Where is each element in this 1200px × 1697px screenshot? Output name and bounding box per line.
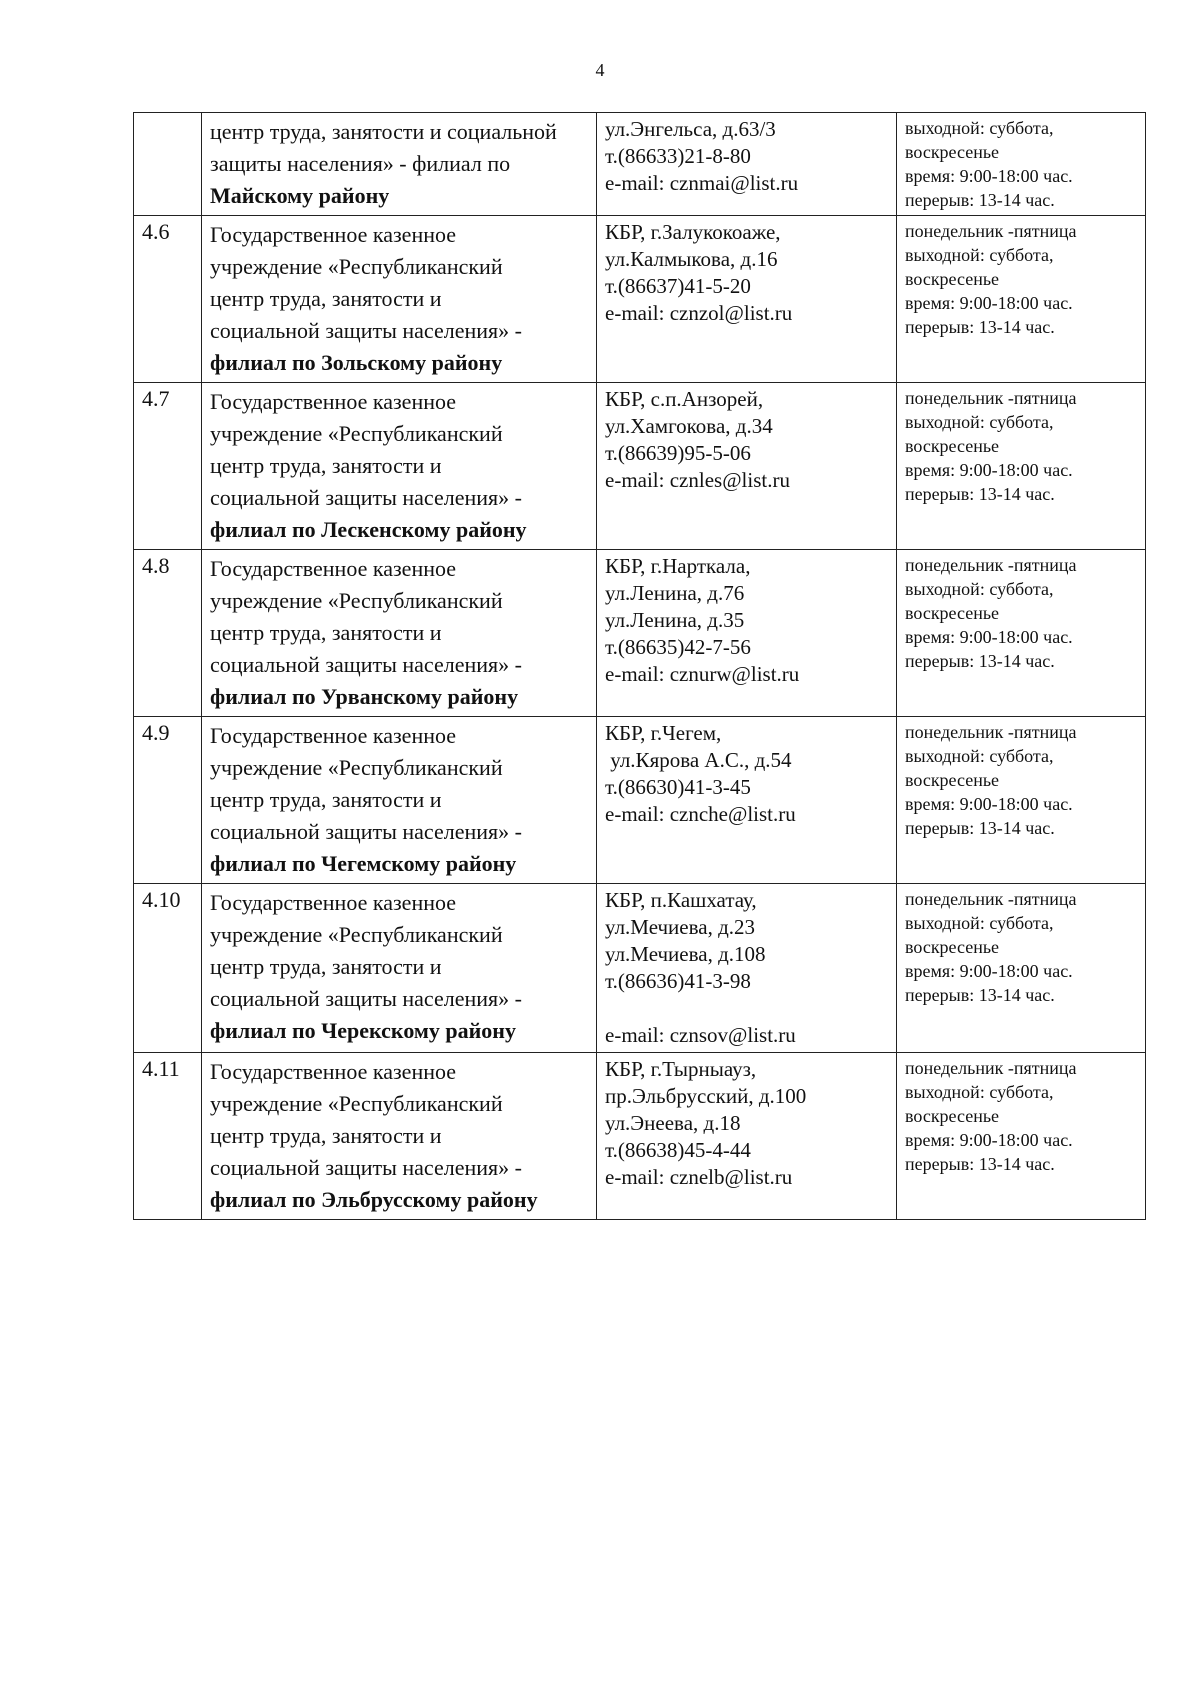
email-text: e-mail: cznurw@list.ru	[605, 662, 800, 686]
offices-table-body	[134, 113, 1146, 1220]
institution-name-line: социальной защиты населения» -	[210, 652, 522, 677]
working-hours-line: время: 9:00-18:00 час.	[905, 961, 1073, 981]
institution-name-line: социальной защиты населения» -	[210, 1155, 522, 1180]
address-line: т.(86635)42-7-56	[605, 635, 751, 659]
institution-name-line: учреждение «Республиканский	[210, 588, 503, 613]
address-contact-cell	[597, 1053, 897, 1220]
address-contact-cell	[597, 717, 897, 884]
working-hours-cell	[897, 113, 1146, 216]
email-text: e-mail: cznles@list.ru	[605, 468, 790, 492]
institution-name-line: центр труда, занятости и	[210, 620, 442, 645]
institution-name-line: учреждение «Республиканский	[210, 922, 503, 947]
table-row	[134, 113, 1146, 216]
institution-name-cell	[202, 717, 597, 884]
working-hours-line: воскресенье	[905, 937, 1000, 957]
working-hours-line: выходной: суббота,	[905, 1082, 1054, 1102]
address-line: ул.Ленина, д.76	[605, 581, 745, 605]
working-hours-line: время: 9:00-18:00 час.	[905, 1130, 1073, 1150]
address-line: КБР, с.п.Анзорей,	[605, 387, 764, 411]
working-hours-line: время: 9:00-18:00 час.	[905, 794, 1073, 814]
branch-name: Майскому району	[210, 183, 390, 208]
working-hours-line: воскресенье	[905, 269, 1000, 289]
institution-name-line: центр труда, занятости и социальной	[210, 119, 557, 144]
address-line: т.(86637)41-5-20	[605, 274, 751, 298]
working-hours-line: время: 9:00-18:00 час.	[905, 627, 1073, 647]
working-hours-line: перерыв: 13-14 час.	[905, 985, 1055, 1005]
institution-name-line: Государственное казенное	[210, 556, 457, 581]
working-hours-line: понедельник -пятница	[905, 388, 1077, 408]
address-contact-cell	[597, 884, 897, 1053]
address-line: ул.Калмыкова, д.16	[605, 247, 778, 271]
working-hours-line: перерыв: 13-14 час.	[905, 317, 1055, 337]
institution-name-line: учреждение «Республиканский	[210, 755, 503, 780]
row-number: 4.11	[134, 1053, 202, 1220]
working-hours-line: понедельник -пятница	[905, 889, 1077, 909]
working-hours-line: воскресенье	[905, 1106, 1000, 1126]
table-row	[134, 884, 1146, 1053]
working-hours-line: выходной: суббота,	[905, 579, 1054, 599]
address-contact-cell	[597, 216, 897, 383]
address-line: т.(86633)21-8-80	[605, 144, 751, 168]
row-number: 4.8	[134, 550, 202, 717]
institution-name-line: Государственное казенное	[210, 222, 457, 247]
institution-name-line: защиты населения» - филиал по	[210, 151, 511, 176]
address-line: ул.Хамгокова, д.34	[605, 414, 773, 438]
working-hours-line: перерыв: 13-14 час.	[905, 818, 1055, 838]
email-text: e-mail: cznche@list.ru	[605, 802, 796, 826]
table-row	[134, 1053, 1146, 1220]
address-contact-cell	[597, 113, 897, 216]
branch-name: филиал по Черекскому району	[210, 1018, 516, 1043]
branch-name: филиал по Урванскому району	[210, 684, 519, 709]
offices-table	[133, 112, 1146, 1220]
working-hours-cell	[897, 383, 1146, 550]
working-hours-line: понедельник -пятница	[905, 722, 1077, 742]
working-hours-line: выходной: суббота,	[905, 245, 1054, 265]
institution-name-line: центр труда, занятости и	[210, 286, 442, 311]
branch-name: филиал по Эльбрусскому району	[210, 1187, 538, 1212]
institution-name-line: Государственное казенное	[210, 1059, 457, 1084]
address-line: ул.Энгельса, д.63/3	[605, 117, 776, 141]
working-hours-cell	[897, 884, 1146, 1053]
address-line: КБР, п.Кашхатау,	[605, 888, 757, 912]
working-hours-line: понедельник -пятница	[905, 1058, 1077, 1078]
address-line: ул.Мечиева, д.108	[605, 942, 766, 966]
institution-name-line: учреждение «Республиканский	[210, 254, 503, 279]
working-hours-line: воскресенье	[905, 142, 1000, 162]
address-contact-cell	[597, 383, 897, 550]
row-number: 4.10	[134, 884, 202, 1053]
working-hours-line: перерыв: 13-14 час.	[905, 1154, 1055, 1174]
working-hours-line: время: 9:00-18:00 час.	[905, 460, 1073, 480]
address-line: пр.Эльбрусский, д.100	[605, 1084, 807, 1108]
address-line: т.(86638)45-4-44	[605, 1138, 751, 1162]
working-hours-line: время: 9:00-18:00 час.	[905, 166, 1073, 186]
table-row	[134, 717, 1146, 884]
table-row	[134, 216, 1146, 383]
address-line	[605, 995, 888, 1022]
institution-name-line: учреждение «Республиканский	[210, 421, 503, 446]
email-text: e-mail: cznsov@list.ru	[605, 1023, 796, 1047]
institution-name-cell	[202, 550, 597, 717]
address-contact-cell	[597, 550, 897, 717]
institution-name-line: социальной защиты населения» -	[210, 485, 522, 510]
working-hours-line: выходной: суббота,	[905, 913, 1054, 933]
institution-name-cell	[202, 113, 597, 216]
working-hours-line: воскресенье	[905, 770, 1000, 790]
email-text: e-mail: cznmai@list.ru	[605, 171, 799, 195]
institution-name-cell	[202, 216, 597, 383]
working-hours-line: перерыв: 13-14 час.	[905, 651, 1055, 671]
working-hours-line: понедельник -пятница	[905, 221, 1077, 241]
branch-name: филиал по Лескенскому району	[210, 517, 527, 542]
institution-name-line: социальной защиты населения» -	[210, 986, 522, 1011]
working-hours-line: перерыв: 13-14 час.	[905, 190, 1055, 210]
working-hours-line: выходной: суббота,	[905, 412, 1054, 432]
working-hours-line: понедельник -пятница	[905, 555, 1077, 575]
working-hours-cell	[897, 216, 1146, 383]
institution-name-line: центр труда, занятости и	[210, 954, 442, 979]
address-line: КБР, г.Залукокоаже,	[605, 220, 781, 244]
working-hours-line: воскресенье	[905, 436, 1000, 456]
address-line: ул.Мечиева, д.23	[605, 915, 756, 939]
branch-name: филиал по Чегемскому району	[210, 851, 517, 876]
institution-name-line: Государственное казенное	[210, 890, 457, 915]
address-line: КБР, г.Тырныауз,	[605, 1057, 757, 1081]
branch-name: филиал по Зольскому району	[210, 350, 503, 375]
working-hours-cell	[897, 1053, 1146, 1220]
institution-name-line: Государственное казенное	[210, 389, 457, 414]
row-number: 4.7	[134, 383, 202, 550]
institution-name-line: социальной защиты населения» -	[210, 318, 522, 343]
working-hours-line: воскресенье	[905, 603, 1000, 623]
address-line: т.(86636)41-3-98	[605, 969, 751, 993]
institution-name-cell	[202, 884, 597, 1053]
address-line: КБР, г.Нарткала,	[605, 554, 751, 578]
institution-name-line: учреждение «Республиканский	[210, 1091, 503, 1116]
address-line: т.(86630)41-3-45	[605, 775, 751, 799]
page-number: 4	[595, 60, 605, 80]
institution-name-line: центр труда, занятости и	[210, 787, 442, 812]
email-text: e-mail: cznzol@list.ru	[605, 301, 793, 325]
working-hours-cell	[897, 550, 1146, 717]
address-line: ул.Кярова А.С., д.54	[605, 748, 792, 772]
row-number: 4.6	[134, 216, 202, 383]
institution-name-cell	[202, 383, 597, 550]
working-hours-line: выходной: суббота,	[905, 746, 1054, 766]
email-text: e-mail: cznelb@list.ru	[605, 1165, 793, 1189]
row-number	[134, 113, 202, 216]
working-hours-line: перерыв: 13-14 час.	[905, 484, 1055, 504]
row-number: 4.9	[134, 717, 202, 884]
address-line: ул.Энеева, д.18	[605, 1111, 741, 1135]
address-line: КБР, г.Чегем,	[605, 721, 722, 745]
institution-name-line: Государственное казенное	[210, 723, 457, 748]
institution-name-line: центр труда, занятости и	[210, 1123, 442, 1148]
working-hours-line: время: 9:00-18:00 час.	[905, 293, 1073, 313]
table-row	[134, 550, 1146, 717]
address-line: т.(86639)95-5-06	[605, 441, 751, 465]
table-row	[134, 383, 1146, 550]
institution-name-line: центр труда, занятости и	[210, 453, 442, 478]
institution-name-cell	[202, 1053, 597, 1220]
working-hours-cell	[897, 717, 1146, 884]
address-line: ул.Ленина, д.35	[605, 608, 745, 632]
institution-name-line: социальной защиты населения» -	[210, 819, 522, 844]
working-hours-line: выходной: суббота,	[905, 118, 1054, 138]
